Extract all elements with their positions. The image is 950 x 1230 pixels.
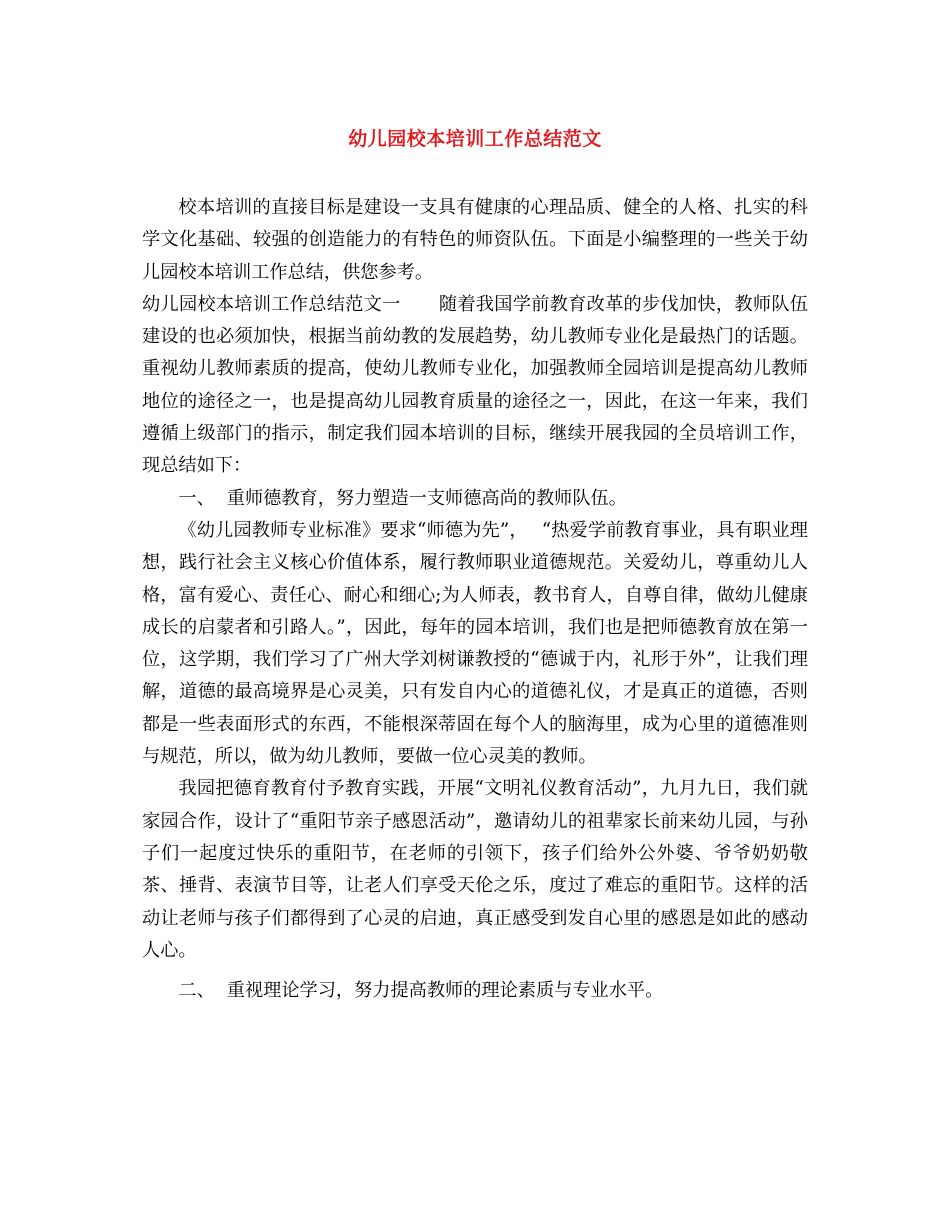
heading-two (142, 975, 808, 1007)
section-paragraph (142, 289, 808, 483)
section-label: 幼儿园校本培训工作总结范文一 (142, 293, 401, 315)
paragraph-two: 我园把德育教育付予教育实践，开展“文明礼仪教育活动”，九月九日，我们就家园合作，设计了“重阳节亲子感恩活动”，邀请幼儿的祖辈家长前来幼儿园，与孙子们一起度过快乐的重阳节，在老师的引领下，孩子们给外公外婆、爷爷奶奶敬茶、捶背、表演节目等，让老人们享受天伦之乐，度过了难忘的重阳节。这样的活动让老师与孩子们都得到了心灵的启迪，真正感受到发自心里的感恩是如此的感动人心。 (142, 778, 808, 961)
heading-one-text: 重师德教育，努力塑造一支师德高尚的教师队伍。 (226, 487, 627, 509)
document-body (142, 192, 808, 1007)
heading-one-number: 一、 (178, 487, 215, 509)
heading-one (142, 483, 808, 515)
heading-two-spacer (142, 967, 808, 975)
heading-two-text: 重视理论学习，努力提高教师的理论素质与专业水平。 (226, 980, 664, 1002)
paragraph-one (142, 515, 808, 773)
section-intro: 随着我国学前教育改革的步伐加快，教师队伍建设的也必须加快，根据当前幼教的发展趋势，幼儿教师专业化是最热门的话题。重视幼儿教师素质的提高，使幼儿教师专业化，加强教师全园培训是提高幼儿教师地位的途径之一，也是提高幼儿园教育质量的途径之一，因此，在这一年来，我们遵循上级部门的指示，制定我们园本培训的目标，继续开展我园的全员培训工作，现总结如下： (142, 293, 808, 477)
intro-paragraph: 校本培训的直接目标是建设一支具有健康的心理品质、健全的人格、扎实的科学文化基础、较强的创造能力的有特色的师资队伍。下面是小编整理的一些关于幼儿园校本培训工作总结，供您参考。 (142, 197, 808, 283)
paragraph-one-rest: “热爱学前教育事业，具有职业理想，践行社会主义核心价值体系，履行教师职业道德规范。关爱幼儿，尊重幼儿人格，富有爱心、责任心、耐心和细心;为人师表，教书育人，自尊自律，做幼儿健康成长的启蒙者和引路人。”，因此，每年的园本培训，我们也是把师德教育放在第一位，这学期，我们学习了广州大学刘树谦教授的“德诚于内，礼形于外”，让我们理解，道德的最高境界是心灵美，只有发自内心的道德礼仪，才是真正的道德，否则都是一些表面形式的东西，不能根深蒂固在每个人的脑海里，成为心里的道德准则与规范，所以，做为幼儿教师，要做一位心灵美的教师。 (142, 519, 808, 768)
heading-two-number: 二、 (178, 980, 215, 1002)
paragraph-one-start: 《幼儿园教师专业标准》要求“师德为先”， (178, 519, 528, 541)
document-title: 幼儿园校本培训工作总结范文 (348, 128, 602, 150)
